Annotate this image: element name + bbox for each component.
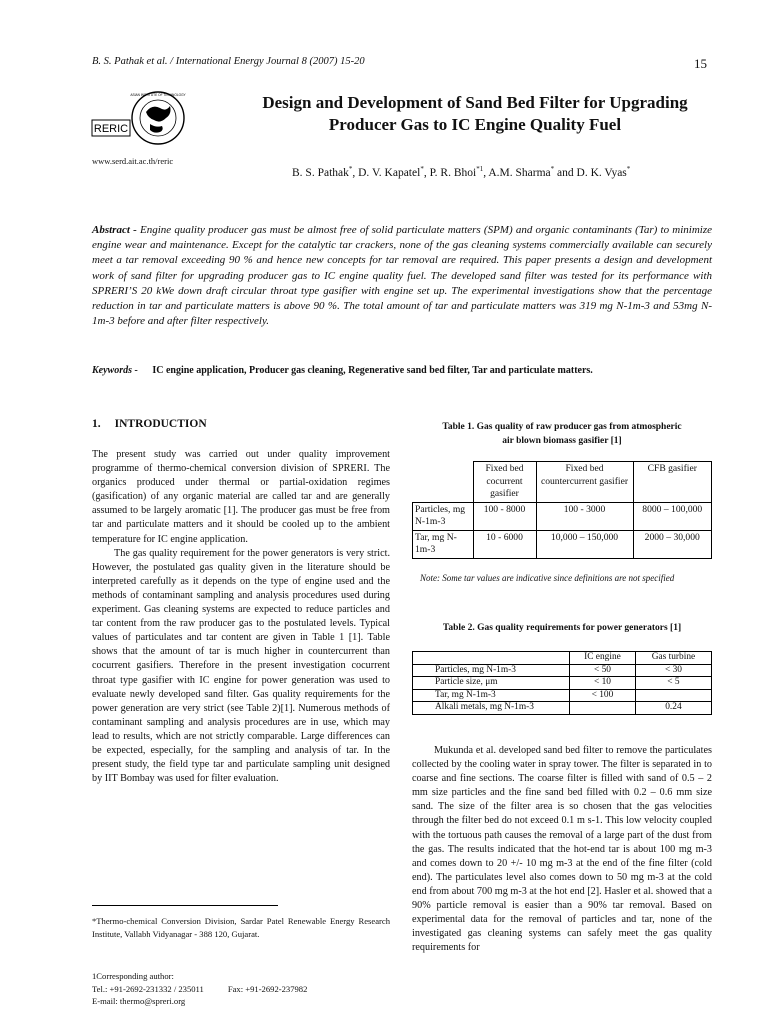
footnote-affiliation: *Thermo-chemical Conversion Division, Sardar Patel Renewable Energy Research Institute, Vallabh Vidyanagar - 388 120, Gujarat. <box>92 916 390 939</box>
author-name: A.M. Sharma <box>488 166 551 179</box>
table1-row-label: Tar, mg N-1m-3 <box>413 530 474 558</box>
body-paragraph: Mukunda et al. developed sand bed filter to remove the particulates collected by the cooling water in spray tower. The filter is separated in to coarse and fine sections. The coarse filter is filled with sand of 0.5 – 2 mm size particles and the fine sand bed filled with 0.2 – 0.6 mm size sand. The size of the filter area is so chosen that the gas velocities through the filter bed do not exceed 0.1 m s-1. This low velocity coupled with the tortuous path causes the removal of a large part of the dust from the gas. The results indicated that the hot-end tar is about 100 mg m-3 and comes down to 20 +/- 10 mg m-3 at the end of the fine filter (cold end). The particulates level also comes down to 50 mg m-3 at the cold end from about 700 mg m-3 at the hot end [2]. Hasler et al. showed that a 90% particle removal is easier than a 90% tar removal. Based on experimental data for the removal of particles and tar, none of the investigated gas cleaning systems can safely meet the gas quality requirements for <box>412 745 712 954</box>
abstract: Abstract - Engine quality producer gas must be almost free of solid particulate matters (SPM) and organic contaminants (Tar) to minimize engine wear and maintenance. Except for the catalytic tar crackers, none of the gas cleaning systems commercially available can securely meet a tar removal exceeding 90 % and hence new concepts for tar removal are required. This paper presents a design and development work of sand filter for upgrading producer gas to IC engine quality fuel. The developed sand filter was tested for its performance with SPRERI’S 20 kWe down draft circular throat type gasifier with engine set up. The experimental investigations show that the percentage reduction in tar and particulate matters is above 90 %. The total amount of tar and particulate matters was 319 mg N-1m-3 and 53mg N-1m-3 before and after filter respectively. <box>92 224 713 328</box>
author-name: B. S. Pathak <box>292 166 349 179</box>
logo-text: RERIC <box>93 123 129 135</box>
author-mark: * <box>420 165 424 173</box>
author-mark: *1 <box>476 165 484 173</box>
author-mark: * <box>348 165 353 173</box>
table1-col-header: Fixed bed countercurrent gasifier <box>536 462 633 503</box>
table1-col-header: CFB gasifier <box>633 462 712 503</box>
table1-caption: Table 1. Gas quality of raw producer gas from atmospheric air blown biomass gasifier [1] <box>442 422 682 446</box>
table2 <box>412 651 712 715</box>
body-text-right <box>412 744 712 955</box>
running-head: B. S. Pathak et al. / International Energy Journal 8 (2007) 15-20 <box>92 56 365 67</box>
keywords: Keywords - IC engine application, Producer gas cleaning, Regenerative sand bed filter, Tar and particulate matters. <box>92 365 593 376</box>
table2-col-header: Gas turbine <box>635 652 711 665</box>
author-name: D. K. Vyas <box>576 166 627 179</box>
table1-col-header: Fixed bed cocurrent gasifier <box>473 462 536 503</box>
table-row: Particles, mg N-1m-3 100 - 8000 100 - 3000 8000 – 100,000 <box>413 502 712 530</box>
reric-logo <box>90 90 202 148</box>
author-name: D. V. Kapatel <box>358 166 421 179</box>
section-heading: 1. INTRODUCTION <box>92 418 207 430</box>
author-list: B. S. Pathak*, D. V. Kapatel*, P. R. Bhoi$^{*1}$, A.M. Sharma* and D. K. Vyas* <box>292 165 631 179</box>
intro-paragraph-1: The present study was carried out under quality improvement programme of thermo-chemical conversion division of SPRERI. The organics produced under thermal or partial-oxidation regimes (gasification) of any organic material are called tar and are generally assumed to be largely aromatic [1]. The producer gas must be free from tar and particulate matters and it should be cooled up to the ambient temperature for IC engine application. <box>92 449 390 545</box>
table-row: Alkali metals, mg N-1m-3 0.24 <box>413 702 712 715</box>
footnote-divider <box>92 905 278 906</box>
table-row: Tar, mg N-1m-3 < 100 <box>413 689 712 702</box>
table-row: Particle size, μm < 10 < 5 <box>413 677 712 690</box>
intro-body <box>92 448 390 786</box>
table1-note: Note: Some tar values are indicative since definitions are not specified <box>420 573 675 583</box>
author-mark: * <box>626 165 631 173</box>
paper-title: Design and Development of Sand Bed Filter for Upgrading Producer Gas to IC Engine Quality Fuel <box>262 93 688 134</box>
table1-row-label: Particles, mg N-1m-3 <box>413 502 474 530</box>
footnote-contact: 1Corresponding author: Tel.: +91-2692-231332 / 235011 Fax: +91-2692-237982 E-mail: thermo@spreri.org <box>92 971 308 1006</box>
author-mark: * <box>550 165 555 173</box>
logo-url: www.serd.ait.ac.th/reric <box>92 156 174 166</box>
author-name: P. R. Bhoi <box>429 166 477 179</box>
logo-ring-text: ASIAN INSTITUTE OF TECHNOLOGY <box>130 93 186 97</box>
table1 <box>412 461 712 559</box>
table-row: Particles, mg N-1m-3 < 50 < 30 <box>413 664 712 677</box>
table2-caption: Table 2. Gas quality requirements for power generators [1] <box>442 623 682 633</box>
table-row: Tar, mg N-1m-3 10 - 6000 10,000 – 150,000 2000 – 30,000 <box>413 530 712 558</box>
table2-col-header: IC engine <box>570 652 636 665</box>
intro-paragraph-2: The gas quality requirement for the power generators is very strict. However, the postulated gas quality given in the literature should be interpreted carefully as it depends on the type of engine used and the methods of contaminant sampling and analysis procedures used during experiment. Gas cleaning systems are expected to reduce particles and tar content from the raw producer gas to the postulated levels. Typical values of particulates and tar content are given in Table 1 [1]. Table shows that the amount of tar is much higher in countercurrent than cocurrent gasifiers. Therefore in the present investigation cocurrent throat type gasifier with IC engine for power generation was used to evaluate newly developed sand filter. Gas quality requirements for the power generation are very strict (see Table 2)[1]. Numerous methods of contaminant sampling and analysis procedures are in use, which may lead to results, which are not strictly comparable. Large differences can be expected, especially, for the sampling and analysis of tar. In the present study, the field type tar and particulate sampling unit designed by IIT Bombay was used for filter evaluation. <box>92 547 390 785</box>
page-number: 15 <box>694 56 707 71</box>
